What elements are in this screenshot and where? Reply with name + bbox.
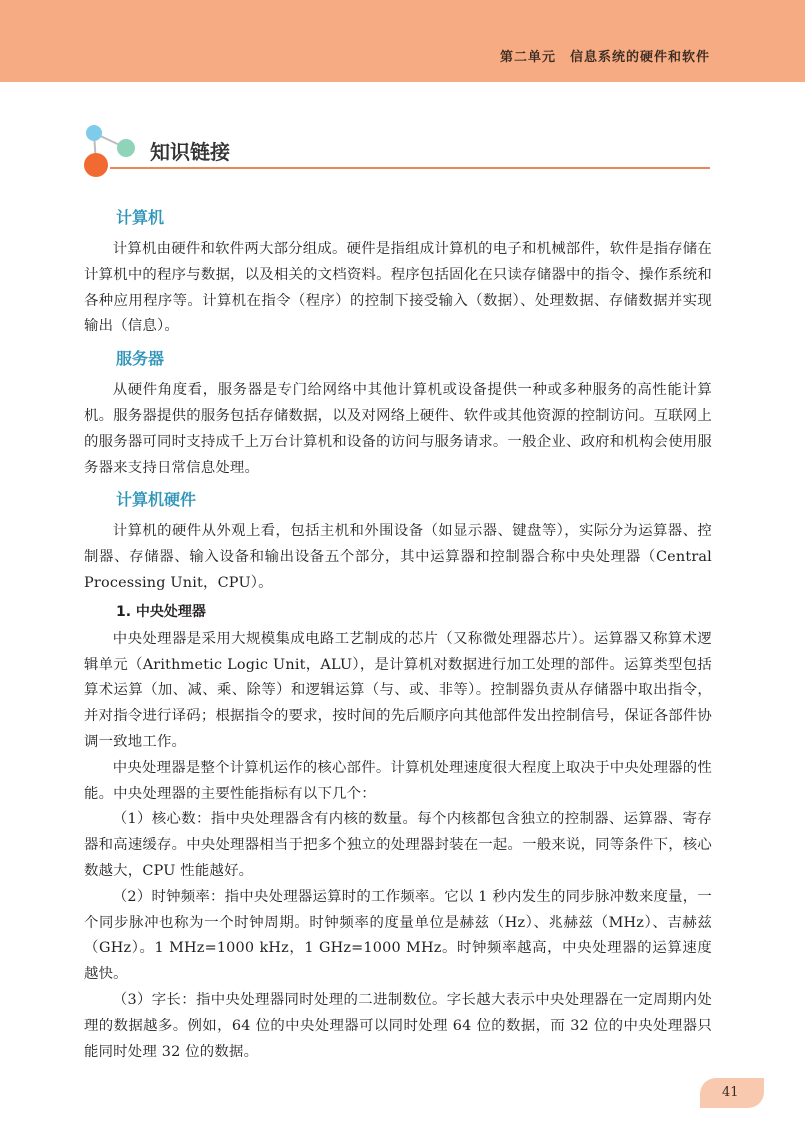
header-band — [0, 0, 805, 82]
paragraph: 计算机由硬件和软件两大部分组成。硬件是指组成计算机的电子和机械部件，软件是指存储在计算机中的程序与数据，以及相关的文档资料。程序包括固化在只读存储器中的指令、操作系统和各种应用程序等。计算机在指令（程序）的控制下接受输入（数据）、处理数据、存储数据并实现输出（信息）。 — [84, 241, 712, 335]
main-content — [84, 205, 712, 1065]
paragraph: （3）字长：指中央处理器同时处理的二进制数位。字长越大表示中央处理器在一定周期内处理的数据越多。例如，64 位的中央处理器可以同时处理 64 位的数据，而 32 位的中央处理器只能同时处理 32 位的数据。 — [84, 991, 712, 1060]
subsection-title-cpu: 1. 中央处理器 — [116, 603, 206, 620]
section-divider — [110, 167, 710, 169]
paragraph: （1）核心数：指中央处理器含有内核的数量。每个内核都包含独立的控制器、运算器、寄存器和高速缓存。中央处理器相当于把多个独立的处理器封装在一起。一般来说，同等条件下，核心数越大，CPU 性能越好。 — [84, 811, 712, 879]
section-title-server: 服务器 — [116, 349, 165, 369]
page-number: 41 — [722, 1085, 739, 1100]
section-title-computer: 计算机 — [116, 208, 165, 227]
knowledge-link-title: 知识链接 — [150, 140, 230, 164]
header-title: 第二单元 信息系统的硬件和软件 — [499, 50, 710, 65]
paragraph: 中央处理器是整个计算机运作的核心部件。计算机处理速度很大程度上取决于中央处理器的性能。中央处理器的主要性能指标有以下几个： — [84, 759, 712, 802]
paragraph: 计算机的硬件从外观上看，包括主机和外围设备（如显示器、键盘等），实际分为运算器、控制器、存储器、输入设备和输出设备五个部分，其中运算器和控制器合称中央处理器（Central Processing Unit，CPU）。 — [84, 523, 712, 591]
paragraph: 中央处理器是采用大规模集成电路工艺制成的芯片（又称微处理器芯片）。运算器又称算术逻辑单元（Arithmetic Logic Unit，ALU），是计算机对数据进行加工处理的部件。运算类型包括算术运算（加、减、乘、除等）和逻辑运算（与、或、非等）。控制器负责从存储器中取出指令，并对指令进行译码；根据指令的要求，按时间的先后顺序向其他部件发出控制信号，保证各部件协调一致地工作。 — [84, 630, 712, 750]
paragraph: （2）时钟频率：指中央处理器运算时的工作频率。它以 1 秒内发生的同步脉冲数来度量，一个同步脉冲也称为一个时钟周期。时钟频率的度量单位是赫兹（Hz）、兆赫兹（MHz）、吉赫兹（GHz）。1 MHz=1000 kHz，1 GHz=1000 MHz。时钟频率越高，中央处理器的运算速度越快。 — [84, 888, 712, 983]
section-title-hardware: 计算机硬件 — [116, 490, 197, 510]
paragraph: 从硬件角度看，服务器是专门给网络中其他计算机或设备提供一种或多种服务的高性能计算机。服务器提供的服务包括存储数据，以及对网络上硬件、软件或其他资源的控制访问。互联网上的服务器可同时支持成千上万台计算机和设备的访问与服务请求。一般企业、政府和机构会使用服务器来支持日常信息处理。 — [84, 382, 712, 476]
molecule-icon — [80, 122, 142, 178]
